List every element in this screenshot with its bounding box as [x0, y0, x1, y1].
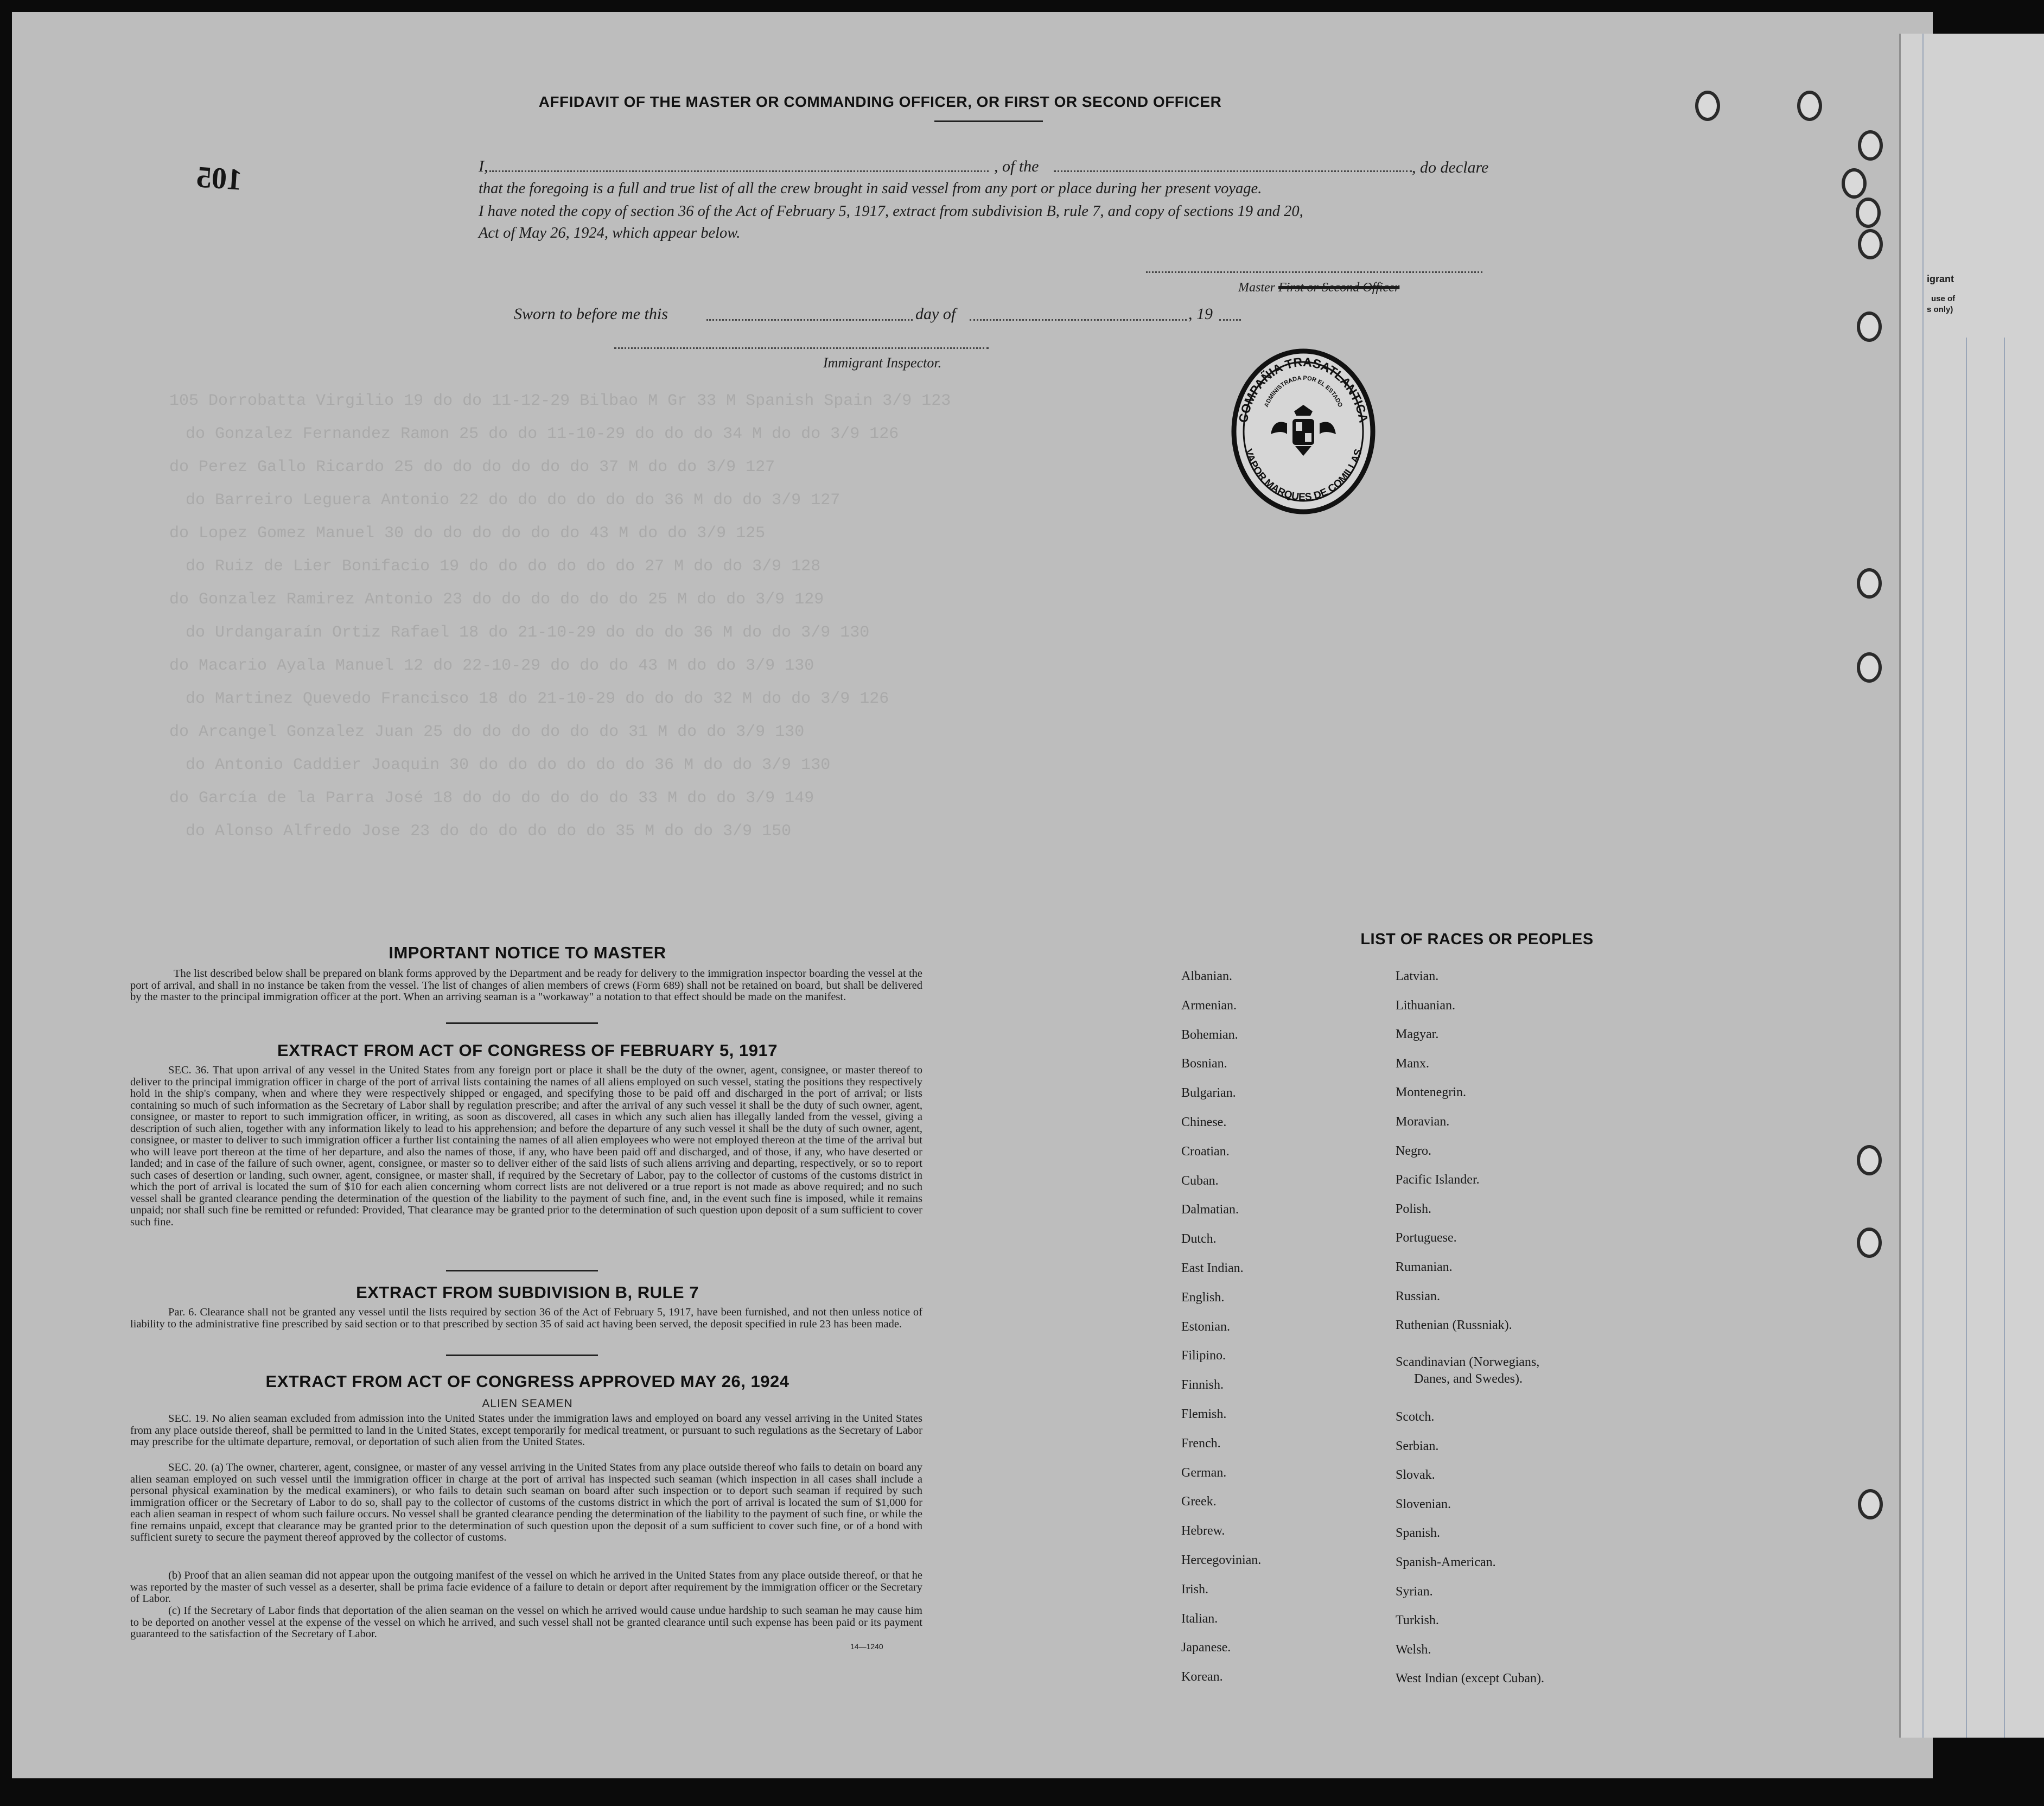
ghost-row: 105 Dorrobatta Virgilio 19 do do 11-12-29 Bilbao M Gr 33 M Spanish Spain 3/9 123	[169, 392, 951, 410]
race-item: Armenian.	[1181, 998, 1237, 1013]
race-item: Turkish.	[1396, 1613, 1439, 1628]
binder-hole	[1858, 229, 1883, 259]
stamp-inner-text: ADMINISTRADA POR EL ESTADO	[1263, 374, 1344, 409]
ghost-row: do Barreiro Leguera Antonio 22 do do do do do do 36 M do do 3/9 127	[186, 491, 840, 510]
extract-1924-title: EXTRACT FROM ACT OF CONGRESS APPROVED MAY 26, 1924	[265, 1372, 789, 1391]
binder-hole	[1858, 130, 1883, 161]
race-item: Bulgarian.	[1181, 1086, 1236, 1101]
extract-1924-sec19: SEC. 19. No alien seaman excluded from admission into the United States under the immigration laws and employed on board any vessel arriving in the United States from any place outside thereof, shall be permitted to land in the United States, except temporarily for medical treatment, or pursuant to such regulations as the Secretary of Labor may prescribe for the ultimate departure, removal, or deportation of such alien from the United States.	[130, 1413, 922, 1448]
stamp-top-text: COMPAÑIA TRASATLANTICA	[1236, 354, 1371, 424]
divider-3	[446, 1354, 598, 1356]
extract-1924-sec20c: (c) If the Secretary of Labor finds that deportation of the alien seaman on the vessel on which he arrived would cause undue hardship to such seaman he may cause him to be deported on another vessel at the expense of the vessel on which he arrived, and such vessel shall not be granted clearance until such expense has been paid or its payment guaranteed to the satisfaction of the Secretary of Labor.	[130, 1605, 922, 1640]
race-item: Italian.	[1181, 1611, 1218, 1626]
race-item: Portuguese.	[1396, 1231, 1457, 1245]
ghost-row: do Macario Ayala Manuel 12 do 22-10-29 do do do 43 M do do 3/9 130	[169, 657, 814, 675]
binder-hole	[1857, 1145, 1882, 1175]
page-number: 105	[195, 160, 244, 197]
race-item: Scandinavian (Norwegians,	[1396, 1354, 1540, 1369]
name-line	[489, 170, 989, 172]
ghost-row: do Lopez Gomez Manuel 30 do do do do do do 43 M do do 3/9 125	[169, 524, 766, 543]
extract-1924-sec20b: (b) Proof that an alien seaman did not appear upon the outgoing manifest of the vessel on which he arrived in the United States from any place outside thereof, or that he was reported by the master of such vessel as a deserter, shall be prima facie evidence of a failure to detain or deport after requirement by the immigration officer or the Secretary of Labor.	[130, 1569, 922, 1605]
form-number: 14—1240	[850, 1642, 883, 1651]
race-item: Slovenian.	[1396, 1497, 1451, 1511]
race-item: Estonian.	[1181, 1319, 1230, 1334]
binder-hole	[1695, 91, 1720, 121]
notice-title: IMPORTANT NOTICE TO MASTER	[389, 943, 666, 962]
race-item: Montenegrin.	[1396, 1085, 1466, 1100]
extract-1917-text: SEC. 36. That upon arrival of any vessel in the United States from any foreign port or place it shall be the duty of the owner, agent, consignee, or master thereof to deliver to the principal immigration officer in charge of the port of arrival lists containing the names of all aliens employed on such vessel, stating the positions they respectively hold in the ship's company, when and where they were respectively shipped or engaged, and specifying those to be paid off and discharged in the port of arrival; or lists containing so much of such information as the Secretary of Labor shall by regulation prescribe; and after the arrival of any such vessel it shall be the duty of such owner, agent, consignee, or master to report to such immigration officer, in writing, as soon as discovered, all cases in which any such alien has illegally landed from the vessel, giving a description of such alien, together with any information likely to lead to his apprehension; and before the departure of any such vessel it shall be the duty of such owner, agent, consignee, or master to deliver to such immigration officer a further list containing the names of all alien employees who were not employed thereon at the time of the arrival but who will leave port thereon at the time of her departure, and also the names of those, if any, who have been paid off and discharged, and of those, if any, who have deserted or landed; and in case of the failure of such owner, agent, consignee, or master so to deliver either of the said lists of such aliens arriving and departing, respectively, or so to report such cases of desertion or landing, such owner, agent, consignee, or master shall, if required by the Secretary of Labor, pay to the collector of customs of the customs district in which the port of arrival is located the sum of $10 for each alien concerning whom correct lists are not delivered or a true report is not made as above required; and no such vessel shall be granted clearance pending the determination of the question of the liability to the payment of such fine, and, in the event such fine is imposed, while it remains unpaid; nor shall such fine be remitted or refunded: Provided, That clearance may be granted prior to the determination of such question upon deposit of a sum sufficient to cover such fine.	[130, 1064, 922, 1228]
race-item: Negro.	[1396, 1143, 1431, 1158]
affidavit-of-the: , of the	[994, 157, 1039, 175]
ghost-row: do Perez Gallo Ricardo 25 do do do do do do 37 M do do 3/9 127	[169, 458, 775, 476]
binder-hole	[1857, 1228, 1882, 1258]
race-item: French.	[1181, 1436, 1221, 1451]
extract-1917-title: EXTRACT FROM ACT OF CONGRESS OF FEBRUARY 5, 1917	[277, 1041, 778, 1060]
race-item: Irish.	[1181, 1582, 1208, 1597]
race-item: Albanian.	[1181, 969, 1232, 983]
affidavit-line4: Act of May 26, 1924, which appear below.	[479, 225, 741, 241]
race-item: Flemish.	[1181, 1407, 1227, 1421]
ghost-row: do Alonso Alfredo Jose 23 do do do do do do 35 M do do 3/9 150	[186, 822, 792, 841]
race-item: Moravian.	[1396, 1115, 1450, 1129]
inspector-signature-line	[614, 347, 989, 349]
strip-grid-line	[1966, 338, 1967, 1738]
race-item: Ruthenian (Russniak).	[1396, 1318, 1512, 1333]
race-item: Slovak.	[1396, 1468, 1435, 1483]
race-item: Danes, and Swedes).	[1414, 1372, 1523, 1387]
ghost-row: do Urdangaraín Ortiz Rafael 18 do 21-10-29 do do do 36 M do do 3/9 130	[186, 624, 870, 642]
extract-1924-sec20a: SEC. 20. (a) The owner, charterer, agent, consignee, or master of any vessel arriving in the United States from any place outside thereof who fails to detain on board any alien seaman employed on such vessel until the immigration officer in charge at the port of arrival has inspected such seaman (which inspection in all cases shall include a personal physical examination by the medical examiners), or who fails to detain such seaman on board after such inspection or to deport such seaman if required by such immigration officer or the Secretary of Labor to do so, shall pay to the collector of customs of the customs district in which the port of arrival is located the sum of $1,000 for each alien seaman in respect of whom such failure occurs. No vessel shall be granted clearance pending the determination of the liability to the payment of such fine, or while the fine remains unpaid, except that clearance may be granted prior to the determination of such question upon the deposit of a sum sufficient to cover such fine, or of a bond with sufficient surety to secure the payment thereof approved by the collector of customs.	[130, 1461, 922, 1543]
divider-2	[446, 1270, 598, 1271]
race-item: Japanese.	[1181, 1640, 1231, 1655]
race-item: Scotch.	[1396, 1410, 1435, 1424]
binder-hole	[1858, 1489, 1883, 1519]
sworn-month-line	[970, 319, 1187, 321]
strip-grid-line	[2004, 338, 2005, 1738]
binder-hole	[1856, 198, 1881, 228]
affidavit-do-declare: , do declare	[1412, 158, 1489, 176]
strip-text-1: igrant	[1927, 274, 1954, 284]
extract-rule7-title: EXTRACT FROM SUBDIVISION B, RULE 7	[356, 1283, 699, 1302]
strip-text-2: use of	[1931, 294, 1956, 303]
race-item: Polish.	[1396, 1201, 1432, 1216]
race-item: East Indian.	[1181, 1261, 1244, 1275]
extract-rule7-text: Par. 6. Clearance shall not be granted any vessel until the lists required by section 36 of the Act of February 5, 1917, have been furnished, and not then unless notice of liability to the administrative fine prescribed by said section or to that prescribed by section 35 of said act having been served, the deposit specified in rule 23 has been made.	[130, 1306, 922, 1330]
binder-hole	[1857, 311, 1882, 342]
race-item: West Indian (except Cuban).	[1396, 1671, 1544, 1686]
ghost-row: do Martinez Quevedo Francisco 18 do 21-10-29 do do do 32 M do do 3/9 126	[186, 690, 889, 708]
master-label	[1238, 281, 1399, 295]
race-item: Chinese.	[1181, 1115, 1227, 1129]
race-item: Serbian.	[1396, 1439, 1439, 1453]
stamp-bottom-text: VAPOR MARQUES DE COMILLAS	[1242, 447, 1365, 504]
inspector-label: Immigrant Inspector.	[823, 355, 942, 371]
ghost-row: do Arcangel Gonzalez Juan 25 do do do do do do 31 M do do 3/9 130	[169, 723, 805, 741]
ghost-row: do Antonio Caddier Joaquin 30 do do do do do do 36 M do do 3/9 130	[186, 756, 831, 774]
divider-1	[446, 1022, 598, 1024]
race-item: Korean.	[1181, 1670, 1223, 1684]
race-item: Finnish.	[1181, 1378, 1224, 1392]
struck-officer-text: First or Second Officer	[1278, 281, 1400, 295]
race-item: Rumanian.	[1396, 1260, 1453, 1274]
document-sheet	[12, 12, 1956, 1778]
ghost-row: do Ruiz de Lier Bonifacio 19 do do do do do do 27 M do do 3/9 128	[186, 557, 821, 576]
strip-text-3: s only)	[1927, 305, 1953, 314]
master-signature-line	[1146, 271, 1482, 273]
race-item: Hebrew.	[1181, 1524, 1225, 1538]
race-item: Croatian.	[1181, 1144, 1230, 1159]
master-text: Master	[1238, 281, 1275, 295]
year-label: , 19	[1188, 305, 1213, 323]
race-item: Greek.	[1181, 1495, 1217, 1509]
affidavit-line2: that the foregoing is a full and true list of all the crew brought in said vessel from any port or place during her present voyage.	[479, 180, 1262, 197]
binder-hole	[1857, 568, 1882, 599]
race-item: Welsh.	[1396, 1642, 1431, 1657]
race-item: Spanish-American.	[1396, 1555, 1496, 1569]
race-item: Cuban.	[1181, 1173, 1219, 1188]
binder-hole	[1857, 652, 1882, 683]
day-of-label: day of	[915, 305, 956, 323]
strip-grid-line	[1922, 34, 1924, 1738]
notice-text: The list described below shall be prepared on blank forms approved by the Department and be ready for delivery to the immigration inspector boarding the vessel at the port of arrival, and shall in no instance be taken from the vessel. The list of changes of alien members of crews (Form 689) shall not be retained on board, but shall be delivered by the master to the principal immigration officer at the port. When an arriving seaman is a "workaway" a notation to that effect should be made on the manifest.	[130, 968, 922, 1003]
race-item: Syrian.	[1396, 1584, 1433, 1599]
underlying-page-strip	[1899, 34, 2044, 1738]
binder-hole	[1842, 168, 1867, 199]
ghost-row: do Gonzalez Ramirez Antonio 23 do do do do do do 25 M do do 3/9 129	[169, 590, 824, 609]
race-item: Bohemian.	[1181, 1027, 1238, 1042]
race-item: English.	[1181, 1290, 1225, 1305]
sworn-day-line	[706, 319, 913, 321]
year-line	[1219, 319, 1241, 321]
race-item: Pacific Islander.	[1396, 1173, 1480, 1187]
binder-hole	[1797, 91, 1822, 121]
vessel-line	[1054, 170, 1412, 172]
race-item: Hercegovinian.	[1181, 1553, 1262, 1567]
shipping-company-stamp	[1230, 347, 1377, 516]
race-item: Dutch.	[1181, 1232, 1217, 1247]
race-item: Spanish.	[1396, 1526, 1441, 1541]
race-item: Latvian.	[1396, 969, 1439, 983]
affidavit-title: AFFIDAVIT OF THE MASTER OR COMMANDING OFFICER, OR FIRST OR SECOND OFFICER	[538, 93, 1222, 110]
race-item: Magyar.	[1396, 1027, 1439, 1042]
races-title: LIST OF RACES OR PEOPLES	[1360, 931, 1594, 948]
ghost-row: do Gonzalez Fernandez Ramon 25 do do 11-10-29 do do do 34 M do do 3/9 126	[186, 425, 899, 443]
race-item: Filipino.	[1181, 1349, 1226, 1363]
race-item: Russian.	[1396, 1289, 1441, 1303]
ghost-row: do García de la Parra José 18 do do do do do do 33 M do do 3/9 149	[169, 789, 814, 807]
affidavit-line3: I have noted the copy of section 36 of the Act of February 5, 1917, extract from subdivision B, rule 7, and copy of sections 19 and 20,	[479, 203, 1303, 220]
race-item: Manx.	[1396, 1056, 1429, 1071]
sworn-label: Sworn to before me this	[514, 305, 668, 323]
race-item: Dalmatian.	[1181, 1203, 1239, 1217]
title-rule	[934, 120, 1043, 122]
race-item: German.	[1181, 1465, 1227, 1480]
extract-1924-subtitle: ALIEN SEAMEN	[482, 1397, 573, 1410]
race-item: Bosnian.	[1181, 1057, 1227, 1071]
race-item: Lithuanian.	[1396, 998, 1455, 1013]
affidavit-i-label: I,	[479, 157, 488, 175]
